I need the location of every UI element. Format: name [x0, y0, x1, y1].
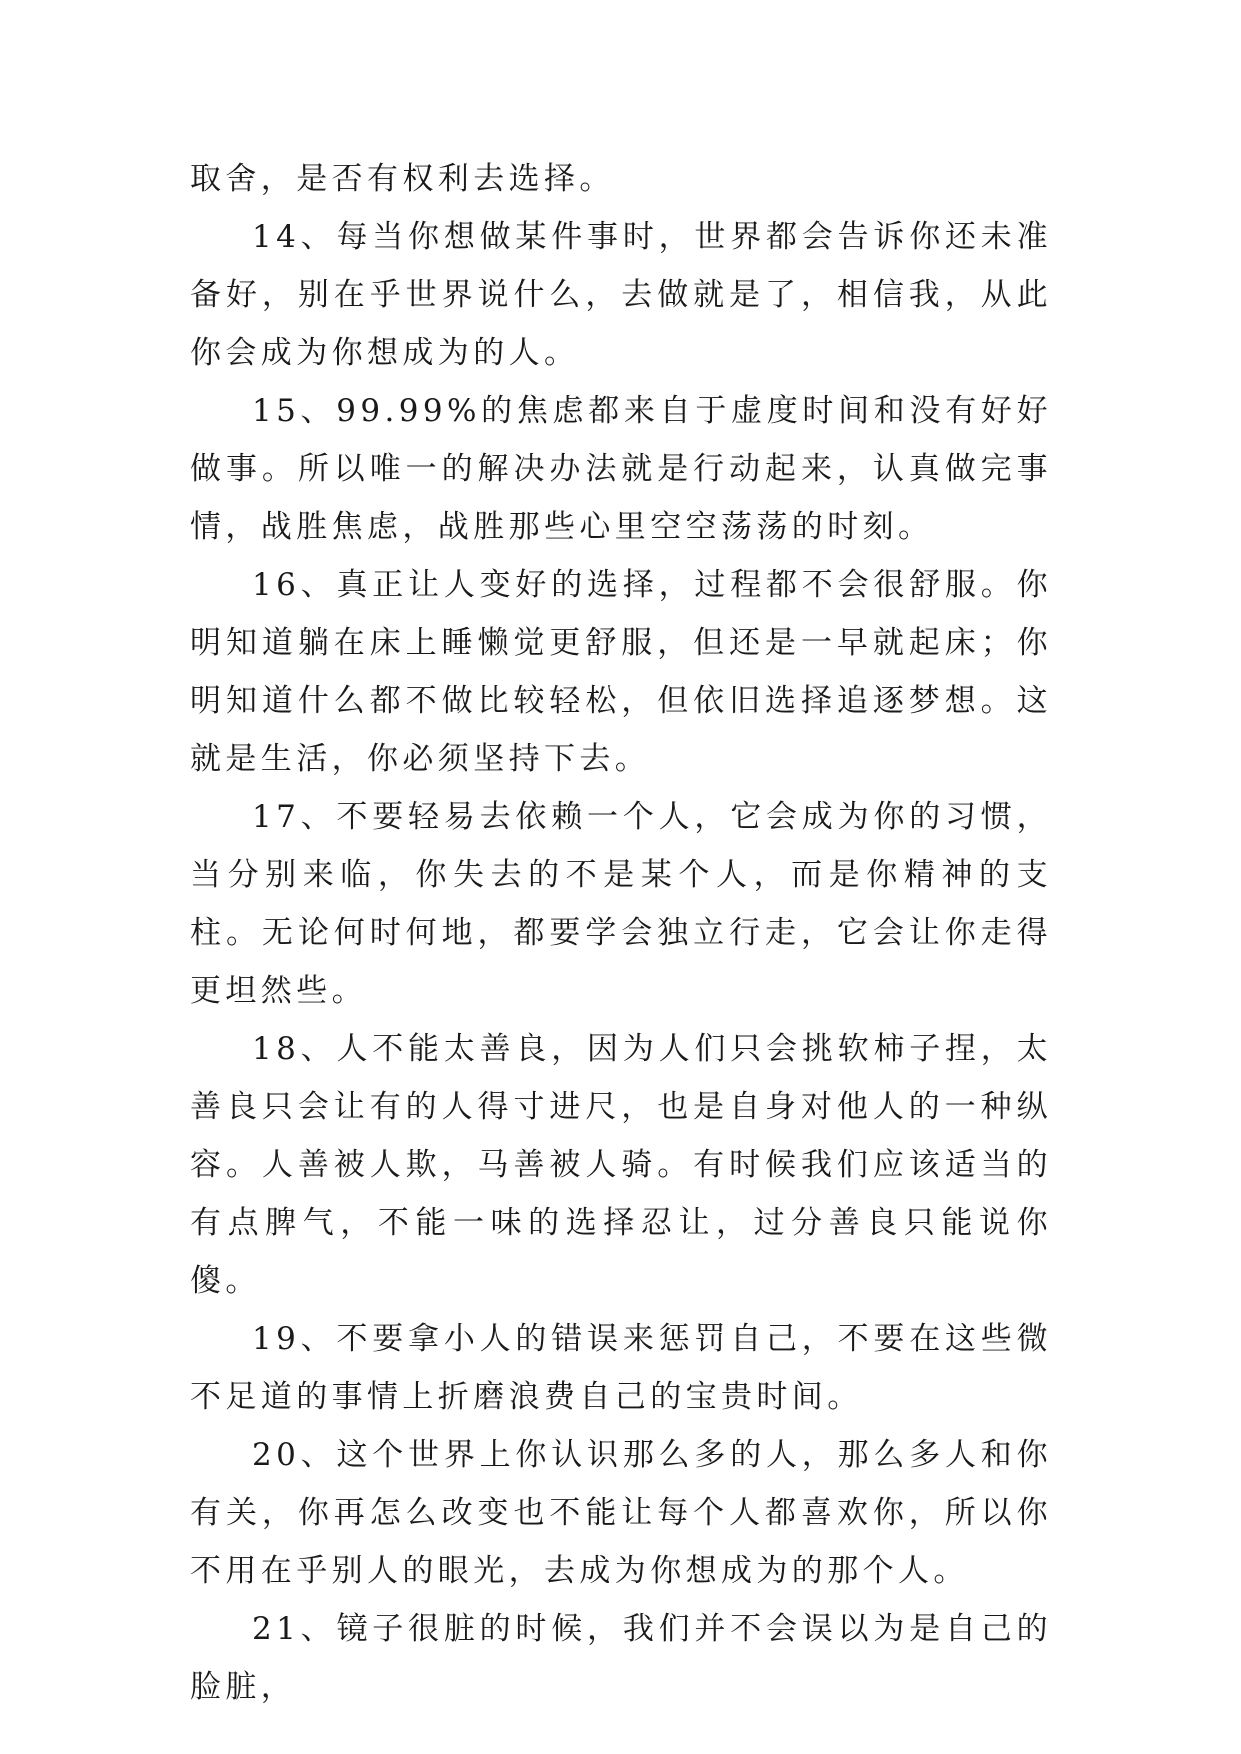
- paragraph-20: 20、这个世界上你认识那么多的人，那么多人和你有关，你再怎么改变也不能让每个人都喜欢你，所以你不用在乎别人的眼光，去成为你想成为的那个人。: [190, 1437, 1052, 1589]
- paragraph-17: 17、不要轻易去依赖一个人，它会成为你的习惯，当分别来临，你失去的不是某个人，而是你精神的支柱。无论何时何地，都要学会独立行走，它会让你走得更坦然些。: [190, 799, 1052, 1009]
- paragraph-18: 18、人不能太善良，因为人们只会挑软柿子捏，太善良只会让有的人得寸进尺，也是自身对他人的一种纵容。人善被人欺，马善被人骑。有时候我们应该适当的有点脾气，不能一味的选择忍让，过分善良只能说你傻。: [190, 1031, 1052, 1299]
- paragraph-16: 16、真正让人变好的选择，过程都不会很舒服。你明知道躺在床上睡懒觉更舒服，但还是一早就起床；你明知道什么都不做比较轻松，但依旧选择追逐梦想。这就是生活，你必须坚持下去。: [190, 567, 1052, 777]
- paragraph-21-head: 21、镜子很脏的时候，我们并不会误以为是自己的脸脏，: [190, 1611, 1052, 1705]
- paragraph-15: 15、99.99%的焦虑都来自于虚度时间和没有好好做事。所以唯一的解决办法就是行动起来，认真做完事情，战胜焦虑，战胜那些心里空空荡荡的时刻。: [190, 393, 1052, 545]
- paragraph-14: 14、每当你想做某件事时，世界都会告诉你还未准备好，别在乎世界说什么，去做就是了，相信我，从此你会成为你想成为的人。: [190, 219, 1052, 371]
- paragraph-13-tail: 取舍，是否有权利去选择。: [190, 161, 615, 197]
- paragraph-19: 19、不要拿小人的错误来惩罚自己，不要在这些微不足道的事情上折磨浪费自己的宝贵时间。: [190, 1321, 1052, 1415]
- document-page: [190, 150, 1052, 1716]
